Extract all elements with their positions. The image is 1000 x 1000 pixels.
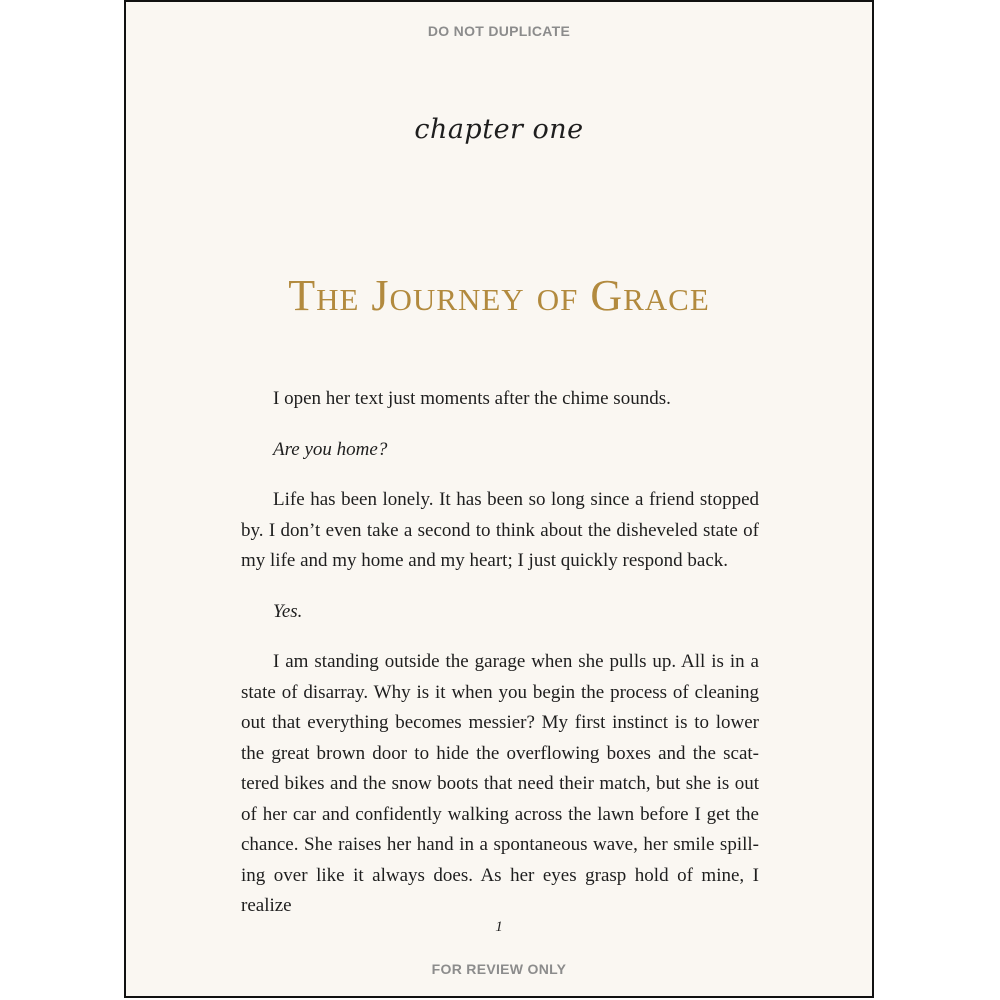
- paragraph: I am standing outside the garage when she pulls up. All is in a state of disarray. Why is it when you begin the process of cleaning out that everything becomes messier? My first instinct is to lower the great brown door to hide the overflowing boxes and the scattered bikes and the snow boots that need their match, but she is out of her car and confidently walking across the lawn before I get the chance. She raises her hand in a spontaneous wave, her smile spilling over like it always does. As her eyes grasp hold of mine, I realize: [241, 651, 759, 916]
- watermark-bottom: FOR REVIEW ONLY: [431, 961, 567, 977]
- chapter-title: The Journey of Grace: [288, 271, 710, 320]
- paragraph: Life has been lonely. It has been so long since a friend stopped by. I don’t even take a second to think about the disheveled state of my life and my home and my heart; I just quickly respond back.: [241, 489, 759, 571]
- watermark-top: DO NOT DUPLICATE: [427, 23, 571, 39]
- book-page: [124, 0, 874, 998]
- chapter-label: chapter one: [414, 114, 584, 145]
- paragraph-italic: Yes.: [273, 600, 303, 622]
- paragraph: I open her text just moments after the chime sounds.: [273, 388, 671, 409]
- page-number: 1: [495, 919, 503, 935]
- body-text: [241, 384, 759, 922]
- paragraph-italic: Are you home?: [273, 438, 388, 460]
